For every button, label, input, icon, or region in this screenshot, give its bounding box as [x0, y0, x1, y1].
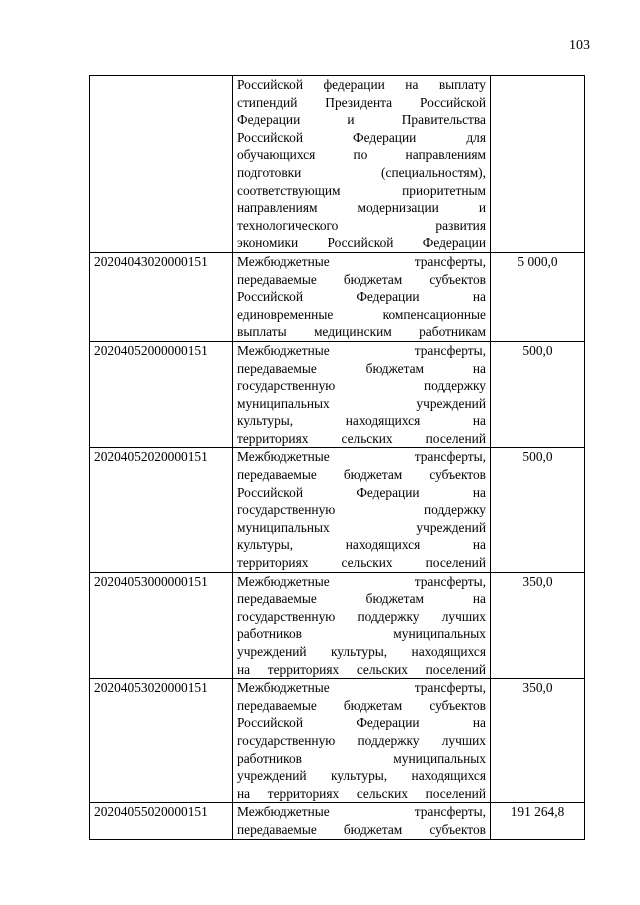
budget-code-cell: 20204053020000151	[90, 679, 233, 803]
description-cell	[233, 252, 491, 341]
description-line: подготовки (специальностям),	[237, 164, 486, 180]
description-line: Российской федерации на выплату	[237, 77, 486, 92]
table-row	[90, 448, 585, 572]
description-line: передаваемые бюджетам субъектов	[237, 467, 486, 483]
description-line: Российской Федерации на	[237, 715, 486, 731]
amount-cell: 500,0	[491, 448, 585, 572]
description-line: Межбюджетные трансферты,	[237, 573, 486, 589]
description-line: направлениям модернизации и	[237, 200, 486, 216]
description-line: на территориях сельских поселений	[237, 785, 486, 801]
table-row	[90, 76, 585, 253]
description-cell	[233, 76, 491, 253]
description-line: Межбюджетные трансферты,	[237, 449, 486, 465]
description-line: передаваемые бюджетам на	[237, 591, 486, 607]
description-line: выплаты медицинским работникам	[237, 324, 486, 340]
description-line: Межбюджетные трансферты,	[237, 253, 486, 269]
table-row	[90, 679, 585, 803]
description-line: Межбюджетные трансферты,	[237, 680, 486, 696]
description-line: учреждений культуры, находящихся	[237, 644, 486, 659]
description-line: культуры, находящихся на	[237, 537, 486, 553]
description-line: Российской Федерации на	[237, 289, 486, 305]
budget-table	[89, 75, 585, 840]
budget-code-cell: 20204043020000151	[90, 252, 233, 341]
amount-cell	[491, 76, 585, 253]
description-line: культуры, находящихся на	[237, 413, 486, 429]
description-cell	[233, 803, 491, 839]
description-line: единовременные компенсационные	[237, 306, 486, 322]
budget-table-body	[90, 76, 585, 840]
description-line: территориях сельских поселений	[237, 555, 486, 571]
description-line: Межбюджетные трансферты,	[237, 804, 486, 820]
description-cell	[233, 572, 491, 679]
amount-cell: 350,0	[491, 679, 585, 803]
description-cell	[233, 341, 491, 448]
description-line: муниципальных учреждений	[237, 395, 486, 411]
description-line: технологического развития	[237, 217, 486, 233]
description-line: работников муниципальных	[237, 626, 486, 642]
amount-cell: 350,0	[491, 572, 585, 679]
description-line: государственную поддержку	[237, 502, 486, 518]
table-row	[90, 341, 585, 448]
description-line: Российской Федерации для	[237, 129, 486, 145]
description-line: экономики Российской Федерации	[237, 235, 486, 251]
page-number: 103	[569, 38, 590, 53]
description-line: Российской Федерации на	[237, 484, 486, 500]
description-line: Межбюджетные трансферты,	[237, 342, 486, 358]
table-row	[90, 252, 585, 341]
table-row	[90, 572, 585, 679]
description-line: муниципальных учреждений	[237, 519, 486, 535]
description-line: передаваемые бюджетам субъектов	[237, 271, 486, 287]
amount-cell: 500,0	[491, 341, 585, 448]
description-cell	[233, 679, 491, 803]
amount-cell: 5 000,0	[491, 252, 585, 341]
description-line: работников муниципальных	[237, 750, 486, 766]
description-line: на территориях сельских поселений	[237, 661, 486, 677]
budget-code-cell: 20204053000000151	[90, 572, 233, 679]
description-line: передаваемые бюджетам субъектов	[237, 821, 486, 837]
description-line: государственную поддержку лучших	[237, 608, 486, 624]
budget-code-cell	[90, 76, 233, 253]
description-line: передаваемые бюджетам субъектов	[237, 697, 486, 713]
description-line: Федерации и Правительства	[237, 112, 486, 128]
budget-code-cell: 20204052020000151	[90, 448, 233, 572]
table-row	[90, 803, 585, 839]
description-line: обучающихся по направлениям	[237, 147, 486, 163]
description-cell	[233, 448, 491, 572]
description-line: учреждений культуры, находящихся	[237, 768, 486, 784]
budget-code-cell: 20204052000000151	[90, 341, 233, 448]
description-line: государственную поддержку	[237, 378, 486, 394]
description-line: передаваемые бюджетам на	[237, 360, 486, 376]
description-line: территориях сельских поселений	[237, 430, 486, 446]
description-line: государственную поддержку лучших	[237, 732, 486, 748]
description-line: стипендий Президента Российской	[237, 94, 486, 110]
description-line: соответствующим приоритетным	[237, 182, 486, 198]
budget-code-cell: 20204055020000151	[90, 803, 233, 839]
amount-cell: 191 264,8	[491, 803, 585, 839]
